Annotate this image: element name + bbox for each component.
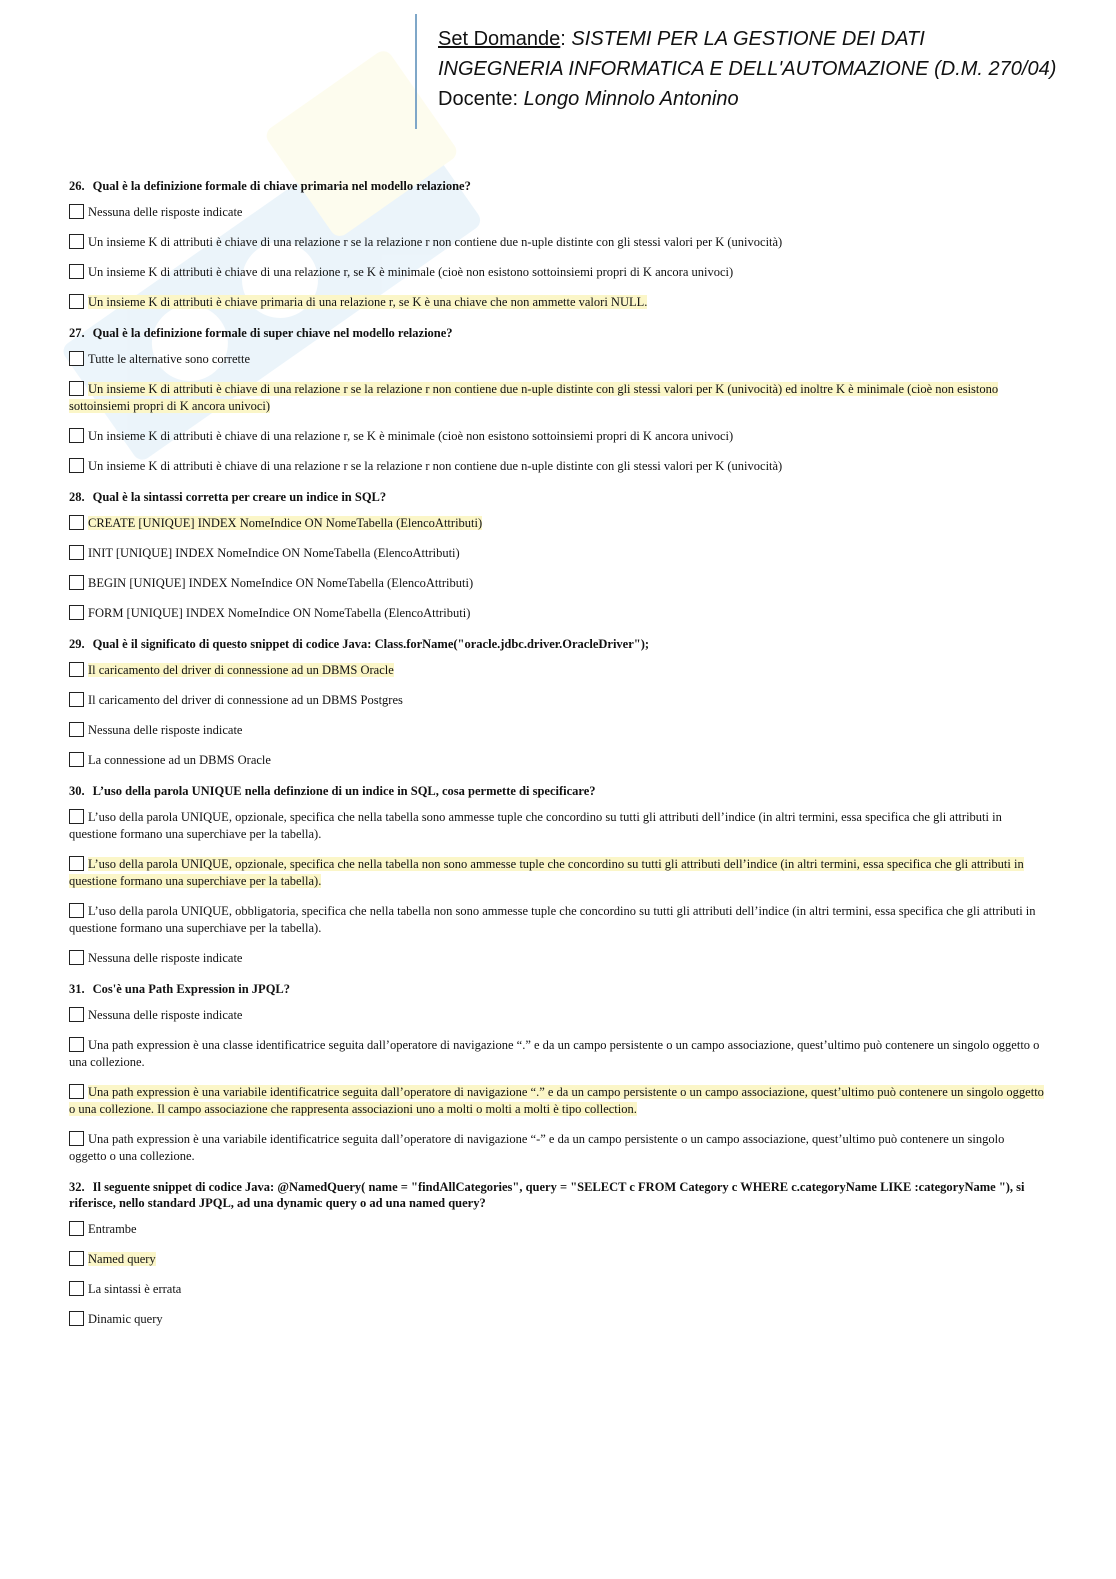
answer-checkbox[interactable] bbox=[69, 752, 84, 767]
question-title bbox=[69, 981, 1044, 997]
answer-checkbox[interactable] bbox=[69, 662, 84, 677]
answer-text: Un insieme K di attributi è chiave di una relazione r, se K è minimale (cioè non esistono sottoinsiemi propri di K ancora univoci) bbox=[88, 429, 734, 443]
answer-checkbox[interactable] bbox=[69, 545, 84, 560]
answer-text: Il caricamento del driver di connessione ad un DBMS Postgres bbox=[88, 693, 403, 707]
question-text: L’uso della parola UNIQUE nella definzione di un indice in SQL, cosa permette di specificare? bbox=[92, 784, 596, 798]
answer-checkbox[interactable] bbox=[69, 722, 84, 737]
answer-checkbox[interactable] bbox=[69, 1084, 84, 1099]
answer-checkbox[interactable] bbox=[69, 575, 84, 590]
answer-text: Nessuna delle risposte indicate bbox=[88, 205, 243, 219]
question-title bbox=[69, 636, 1044, 652]
answer-option bbox=[69, 545, 1044, 562]
answer-checkbox[interactable] bbox=[69, 1251, 84, 1266]
question-26 bbox=[69, 178, 1044, 311]
answer-option bbox=[69, 722, 1044, 739]
question-title bbox=[69, 1179, 1044, 1211]
question-list bbox=[69, 178, 1044, 1342]
document-header bbox=[438, 24, 1056, 114]
answer-option-correct bbox=[69, 1084, 1044, 1118]
answer-option bbox=[69, 809, 1044, 843]
answer-text: Nessuna delle risposte indicate bbox=[88, 951, 243, 965]
header-divider bbox=[415, 14, 417, 129]
answer-text-highlighted: CREATE [UNIQUE] INDEX NomeIndice ON NomeTabella (ElencoAttributi) bbox=[88, 516, 483, 530]
subject-title: SISTEMI PER LA GESTIONE DEI DATI bbox=[571, 28, 925, 50]
answer-option bbox=[69, 1311, 1044, 1328]
question-number: 29. bbox=[69, 637, 85, 651]
answer-option bbox=[69, 1221, 1044, 1238]
answer-text-highlighted: L’uso della parola UNIQUE, opzionale, specifica che nella tabella non sono ammesse tuple che concordino su tutti gli attributi dell’indice (in altri termini, essa specifica che gli attributi in questione formano una superchiave per la tabella). bbox=[69, 857, 1024, 888]
answer-text-highlighted: Un insieme K di attributi è chiave di una relazione r se la relazione r non contiene due n-uple distinte con gli stessi valori per K (univocità) ed inoltre K è minimale (cioè non esistono sottoinsiemi propri di K ancora univoci) bbox=[69, 382, 999, 413]
answer-checkbox[interactable] bbox=[69, 351, 84, 366]
answer-text: Entrambe bbox=[88, 1222, 137, 1236]
answer-text: FORM [UNIQUE] INDEX NomeIndice ON NomeTabella (ElencoAttributi) bbox=[88, 606, 471, 620]
question-text: Qual è la sintassi corretta per creare un indice in SQL? bbox=[92, 490, 387, 504]
answer-checkbox[interactable] bbox=[69, 856, 84, 871]
question-number: 31. bbox=[69, 982, 85, 996]
answer-text: L’uso della parola UNIQUE, obbligatoria, specifica che nella tabella non sono ammesse tuple che concordino su tutti gli attributi dell’indice (in altri termini, essa specifica che gli attributi in questione formano una superchiave per la tabella). bbox=[69, 904, 1036, 935]
question-text: Qual è il significato di questo snippet di codice Java: Class.forName("oracle.jdbc.driver.OracleDriver"); bbox=[92, 637, 650, 651]
teacher-label: Docente bbox=[438, 88, 513, 110]
answer-checkbox[interactable] bbox=[69, 204, 84, 219]
question-title bbox=[69, 178, 1044, 194]
question-text: Il seguente snippet di codice Java: @NamedQuery( name = "findAllCategories", query = "SELECT c FROM Category c WHERE c.categoryName LIKE :categoryName "), si riferisce, nello standard JPQL, ad una dynamic query o ad una named query? bbox=[69, 1180, 1025, 1210]
question-28 bbox=[69, 489, 1044, 622]
answer-checkbox[interactable] bbox=[69, 1221, 84, 1236]
answer-checkbox[interactable] bbox=[69, 381, 84, 396]
answer-option bbox=[69, 903, 1044, 937]
answer-checkbox[interactable] bbox=[69, 809, 84, 824]
answer-text: Dinamic query bbox=[88, 1312, 163, 1326]
answer-text: Tutte le alternative sono corrette bbox=[88, 352, 250, 366]
answer-option bbox=[69, 234, 1044, 251]
answer-checkbox[interactable] bbox=[69, 264, 84, 279]
answer-option bbox=[69, 752, 1044, 769]
question-number: 27. bbox=[69, 326, 85, 340]
answer-checkbox[interactable] bbox=[69, 294, 84, 309]
answer-text: Nessuna delle risposte indicate bbox=[88, 1008, 243, 1022]
question-29 bbox=[69, 636, 1044, 769]
subject-label: Set Domande bbox=[438, 28, 561, 50]
question-text: Cos'è una Path Expression in JPQL? bbox=[92, 982, 291, 996]
answer-text: La sintassi è errata bbox=[88, 1282, 182, 1296]
answer-checkbox[interactable] bbox=[69, 1131, 84, 1146]
answer-option-correct bbox=[69, 1251, 1044, 1268]
answer-checkbox[interactable] bbox=[69, 428, 84, 443]
answer-text: Nessuna delle risposte indicate bbox=[88, 723, 243, 737]
answer-option-correct bbox=[69, 294, 1044, 311]
teacher-line: Docente: Longo Minnolo Antonino bbox=[438, 88, 739, 110]
answer-option-correct bbox=[69, 662, 1044, 679]
answer-option bbox=[69, 1131, 1044, 1165]
answer-checkbox[interactable] bbox=[69, 1037, 84, 1052]
answer-text: L’uso della parola UNIQUE, opzionale, specifica che nella tabella sono ammesse tuple che concordino su tutti gli attributi dell’indice (in altri termini, essa specifica che gli attributi in questione formano una superchiave per la tabella). bbox=[69, 810, 1002, 841]
answer-text: Una path expression è una classe identificatrice seguita dall’operatore di navigazione “.” e da un campo persistente o un campo associazione, quest’ultimo può contenere un singolo oggetto o una collezione. bbox=[69, 1038, 1040, 1069]
answer-checkbox[interactable] bbox=[69, 692, 84, 707]
question-number: 32. bbox=[69, 1180, 85, 1194]
answer-text: La connessione ad un DBMS Oracle bbox=[88, 753, 271, 767]
course-line bbox=[438, 54, 1056, 84]
answer-option bbox=[69, 351, 1044, 368]
answer-option bbox=[69, 264, 1044, 281]
answer-text-highlighted: Named query bbox=[88, 1252, 156, 1266]
question-number: 30. bbox=[69, 784, 85, 798]
course-title: INGEGNERIA INFORMATICA E DELL'AUTOMAZIONE (D.M. 270/04) bbox=[438, 58, 1057, 80]
answer-checkbox[interactable] bbox=[69, 515, 84, 530]
question-30 bbox=[69, 783, 1044, 967]
question-title bbox=[69, 489, 1044, 505]
answer-option bbox=[69, 1037, 1044, 1071]
question-number: 26. bbox=[69, 179, 85, 193]
answer-text-highlighted: Un insieme K di attributi è chiave primaria di una relazione r, se K è una chiave che non ammette valori NULL. bbox=[88, 295, 648, 309]
question-title bbox=[69, 783, 1044, 799]
answer-text-highlighted: Una path expression è una variabile identificatrice seguita dall’operatore di navigazione “.” e da un campo persistente o un campo associazione, quest’ultimo può contenere un singolo oggetto o una collezione. Il campo associazione che rappresenta associazioni uno a molti o molti a molti è tipo collection. bbox=[69, 1085, 1044, 1116]
question-31 bbox=[69, 981, 1044, 1165]
answer-text: Una path expression è una variabile identificatrice seguita dall’operatore di navigazione “-” e da un campo persistente o un campo associazione, quest’ultimo può contenere un singolo oggetto o una collezione. bbox=[69, 1132, 1005, 1163]
answer-checkbox[interactable] bbox=[69, 1281, 84, 1296]
answer-text: Un insieme K di attributi è chiave di una relazione r, se K è minimale (cioè non esistono sottoinsiemi propri di K ancora univoci) bbox=[88, 265, 734, 279]
answer-checkbox[interactable] bbox=[69, 458, 84, 473]
answer-checkbox[interactable] bbox=[69, 605, 84, 620]
answer-text: INIT [UNIQUE] INDEX NomeIndice ON NomeTabella (ElencoAttributi) bbox=[88, 546, 460, 560]
answer-option bbox=[69, 575, 1044, 592]
answer-text: Un insieme K di attributi è chiave di una relazione r se la relazione r non contiene due n-uple distinte con gli stessi valori per K (univocità) bbox=[88, 235, 783, 249]
answer-text: Un insieme K di attributi è chiave di una relazione r se la relazione r non contiene due n-uple distinte con gli stessi valori per K (univocità) bbox=[88, 459, 783, 473]
answer-option-correct bbox=[69, 381, 1044, 415]
answer-checkbox[interactable] bbox=[69, 950, 84, 965]
subject-line: Set Domande: SISTEMI PER LA GESTIONE DEI DATI bbox=[438, 28, 925, 50]
answer-option bbox=[69, 692, 1044, 709]
answer-option bbox=[69, 605, 1044, 622]
teacher-name: Longo Minnolo Antonino bbox=[523, 88, 739, 110]
answer-option-correct bbox=[69, 515, 1044, 532]
answer-text: BEGIN [UNIQUE] INDEX NomeIndice ON NomeTabella (ElencoAttributi) bbox=[88, 576, 474, 590]
answer-checkbox[interactable] bbox=[69, 1007, 84, 1022]
answer-option bbox=[69, 204, 1044, 221]
answer-option bbox=[69, 1007, 1044, 1024]
answer-option bbox=[69, 1281, 1044, 1298]
answer-checkbox[interactable] bbox=[69, 903, 84, 918]
question-title bbox=[69, 325, 1044, 341]
answer-checkbox[interactable] bbox=[69, 234, 84, 249]
answer-text-highlighted: Il caricamento del driver di connessione ad un DBMS Oracle bbox=[88, 663, 394, 677]
answer-option bbox=[69, 458, 1044, 475]
answer-option bbox=[69, 428, 1044, 445]
question-text: Qual è la definizione formale di super chiave nel modello relazione? bbox=[92, 326, 453, 340]
question-text: Qual è la definizione formale di chiave primaria nel modello relazione? bbox=[92, 179, 471, 193]
answer-checkbox[interactable] bbox=[69, 1311, 84, 1326]
answer-option-correct bbox=[69, 856, 1044, 890]
answer-option bbox=[69, 950, 1044, 967]
question-32 bbox=[69, 1179, 1044, 1328]
question-number: 28. bbox=[69, 490, 85, 504]
question-27 bbox=[69, 325, 1044, 475]
